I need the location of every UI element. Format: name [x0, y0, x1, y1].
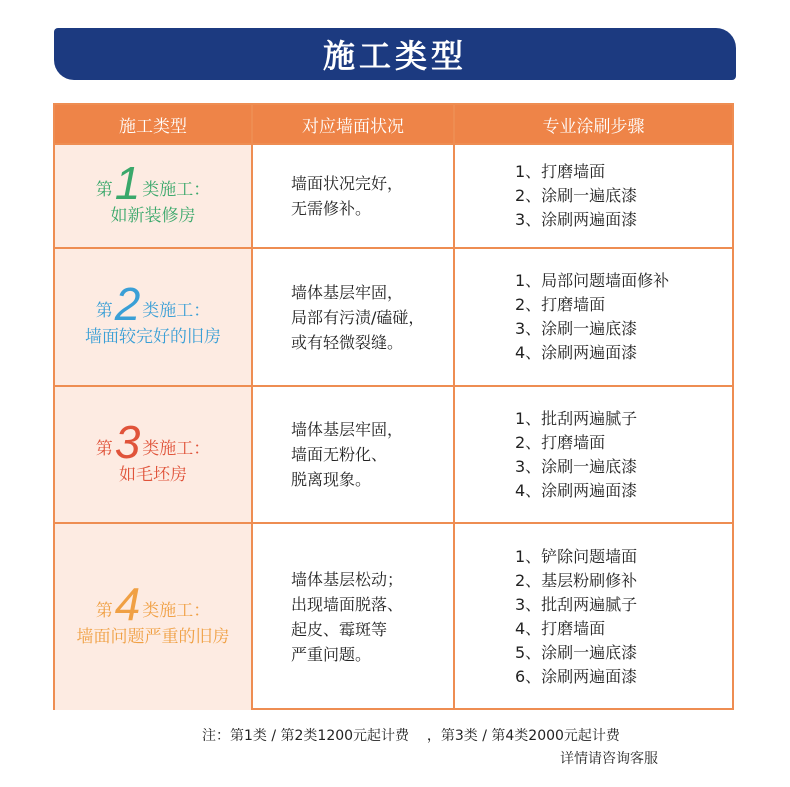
- type-label: [95, 157, 211, 209]
- type-suffix: 类施工：: [142, 180, 211, 200]
- construction-type-table: [53, 103, 734, 710]
- type-number: 1: [114, 157, 141, 209]
- step-item: 1、批刮两遍腻子: [515, 408, 638, 428]
- condition-text: 墙体基层牢固， 局部有污渍/磕碰， 或有轻微裂缝。: [291, 282, 425, 352]
- pricing-note: 注：第1类 / 第2类1200元起计费 ，第3类 / 第4类2000元起计费: [202, 728, 620, 744]
- step-item: 3、批刮两遍腻子: [515, 595, 638, 614]
- condition-text: 墙体基层松动； 出现墙面脱落、 起皮、霉斑等 严重问题。: [291, 570, 404, 664]
- step-item: 6、涂刷两遍面漆: [515, 667, 638, 686]
- type-cell: [55, 524, 253, 710]
- step-item: 2、打磨墙面: [515, 432, 606, 452]
- header-condition: 对应墙面状况: [253, 105, 455, 145]
- steps-list: [515, 269, 669, 365]
- steps-list: [515, 545, 637, 689]
- steps-cell: [455, 145, 732, 249]
- type-suffix: 类施工：: [142, 438, 211, 459]
- type-number: 2: [114, 278, 141, 330]
- type-description: 墙面问题严重的旧房: [76, 627, 230, 647]
- type-label: [95, 278, 211, 330]
- step-item: 3、涂刷一遍底漆: [515, 319, 638, 338]
- type-description: 如新装修房: [110, 206, 196, 226]
- step-item: 4、涂刷两遍面漆: [515, 343, 638, 362]
- condition-text: 墙体基层牢固， 墙面无粉化、 脱离现象。: [291, 420, 404, 489]
- type-label: [95, 415, 211, 468]
- condition-cell: [253, 524, 455, 710]
- type-cell: [55, 387, 253, 524]
- step-item: 4、涂刷两遍面漆: [515, 480, 638, 500]
- condition-cell: [253, 387, 455, 524]
- steps-cell: [455, 524, 732, 710]
- contact-note: 详情请咨询客服: [560, 751, 658, 767]
- step-item: 2、打磨墙面: [515, 295, 606, 314]
- type-number: 3: [114, 415, 141, 468]
- type-number: 4: [114, 578, 141, 630]
- step-item: 3、涂刷一遍底漆: [515, 456, 638, 476]
- header-steps: 专业涂刷步骤: [455, 105, 732, 145]
- step-item: 1、局部问题墙面修补: [515, 271, 670, 290]
- steps-cell: [455, 249, 732, 387]
- header-type: 施工类型: [55, 105, 253, 145]
- steps-cell: [455, 387, 732, 524]
- steps-list: [515, 160, 637, 232]
- type-description: 如毛坯房: [119, 464, 187, 485]
- type-prefix: 第: [95, 180, 113, 200]
- condition-cell: [253, 249, 455, 387]
- type-prefix: 第: [95, 601, 113, 621]
- type-suffix: 类施工：: [142, 601, 211, 621]
- step-item: 1、打磨墙面: [515, 162, 606, 181]
- condition-cell: [253, 145, 455, 249]
- type-suffix: 类施工：: [142, 301, 211, 321]
- title-banner: [54, 28, 736, 80]
- type-prefix: 第: [95, 301, 113, 321]
- condition-text: 墙面状况完好， 无需修补。: [291, 174, 404, 218]
- type-label: [95, 578, 211, 630]
- type-cell: [55, 249, 253, 387]
- steps-list: [515, 407, 637, 503]
- step-item: 1、铲除问题墙面: [515, 547, 638, 566]
- step-item: 2、基层粉刷修补: [515, 571, 638, 590]
- step-item: 3、涂刷两遍面漆: [515, 210, 638, 229]
- type-prefix: 第: [95, 438, 113, 459]
- step-item: 5、涂刷一遍底漆: [515, 643, 638, 662]
- step-item: 4、打磨墙面: [515, 619, 606, 638]
- type-cell: [55, 145, 253, 249]
- page-title: 施工类型: [322, 37, 467, 75]
- type-description: 墙面较完好的旧房: [85, 327, 221, 347]
- step-item: 2、涂刷一遍底漆: [515, 186, 638, 205]
